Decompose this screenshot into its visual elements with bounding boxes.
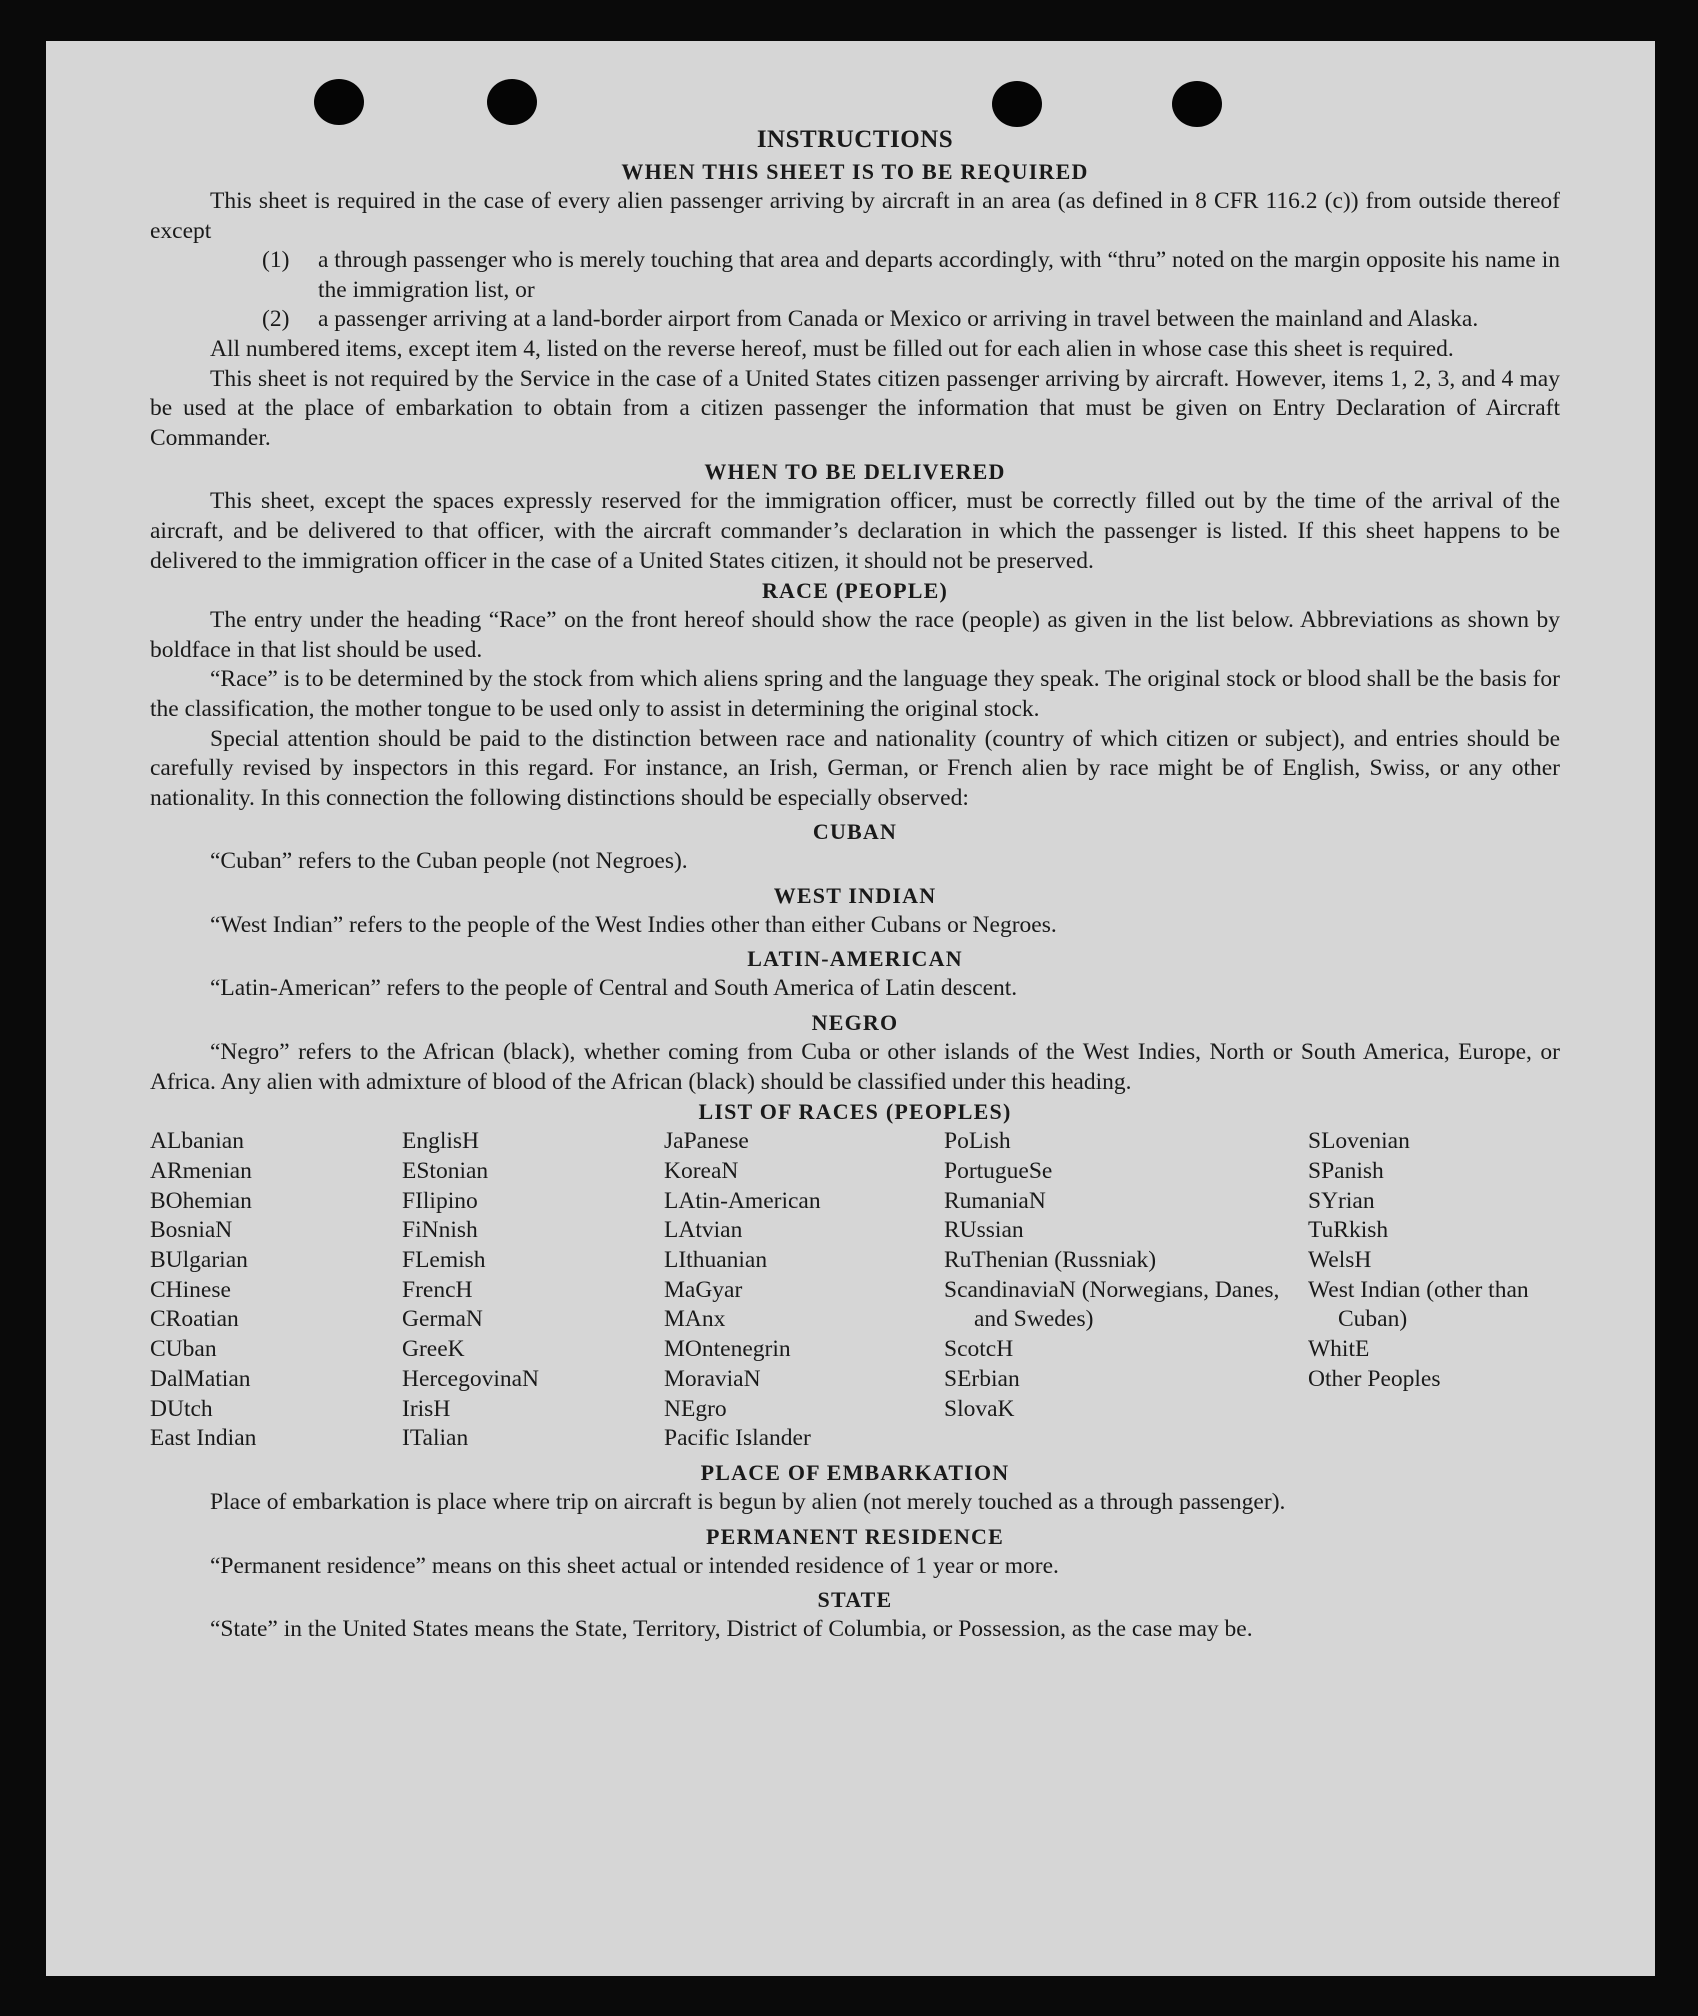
race-entry: KoreaN [664, 1157, 739, 1184]
race-entry: PoLish [944, 1128, 1011, 1155]
race-entry: WelsH [1308, 1247, 1372, 1274]
section-heading: RACE (PEOPLE) [761, 578, 949, 604]
race-list [150, 1127, 1560, 1454]
race-entry: WhitE [1308, 1336, 1370, 1363]
section-heading: LATIN-AMERICAN [747, 946, 963, 972]
numbered-item [150, 246, 1560, 305]
race-entry: MaGyar [664, 1276, 743, 1303]
race-entry: SlovaK [944, 1395, 1015, 1422]
paragraph: “Permanent residence” means on this sheet actual or intended residence of 1 year or more. [210, 1552, 1059, 1579]
race-column [664, 1127, 944, 1454]
race-entry: SLovenian [1308, 1128, 1410, 1155]
section-heading: WHEN THIS SHEET IS TO BE REQUIRED [621, 159, 1089, 184]
document-body [150, 123, 1560, 1645]
paragraph: “West Indian” refers to the people of the West Indies other than either Cubans or Negroes. [210, 911, 1057, 938]
paragraph: “Race” is to be determined by the stock from which aliens spring and the language they speak. The original stock or blood shall be the basis for the classification, the mother tongue to be used only to assist in determining the original stock. [150, 666, 1560, 722]
race-entry: ScandinaviaN (Norwegians, Danes, and Swedes) [944, 1276, 1280, 1333]
race-entry: RumaniaN [944, 1187, 1046, 1214]
paragraph: The entry under the heading “Race” on the front hereof should show the race (people) as given in the list below. Abbreviations as shown by boldface in that list should be used. [150, 607, 1560, 663]
numbered-item [150, 305, 1560, 335]
race-entry: MoraviaN [664, 1365, 761, 1392]
race-entry: TuRkish [1308, 1217, 1389, 1244]
paragraph: This sheet is not required by the Service in the case of a United States citizen passenger arriving by aircraft. However, items 1, 2, 3, and 4 may be used at the place of embarkation to obtain from a citizen passenger the information that must be given on Entry Declaration of Aircraft Commander. [150, 365, 1560, 451]
race-entry: FiNnish [402, 1217, 478, 1244]
item-text: a passenger arriving at a land-border airport from Canada or Mexico or arriving in travel between the mainland and Alaska. [318, 306, 1479, 333]
item-number: (2) [262, 306, 290, 333]
race-column [944, 1127, 1308, 1454]
race-entry: HercegovinaN [402, 1365, 540, 1392]
race-entry: RUssian [944, 1217, 1024, 1244]
section-heading: CUBAN [812, 819, 898, 845]
race-entry: GermaN [402, 1306, 483, 1333]
race-entry: DUtch [150, 1395, 213, 1422]
race-entry: EnglisH [402, 1128, 480, 1155]
race-entry: NEgro [664, 1395, 727, 1422]
paragraph: All numbered items, except item 4, listed on the reverse hereof, must be filled out for each alien in whose case this sheet is required. [210, 335, 1454, 362]
race-entry: ARmenian [150, 1157, 252, 1184]
race-entry: GreeK [402, 1336, 465, 1363]
race-entry: LAtvian [664, 1217, 743, 1244]
race-entry: LIthuanian [664, 1247, 768, 1274]
section-heading: WHEN TO BE DELIVERED [704, 459, 1006, 485]
race-entry: BUlgarian [150, 1247, 248, 1274]
punch-hole [487, 79, 537, 125]
race-entry: SYrian [1308, 1187, 1375, 1214]
race-entry: East Indian [150, 1425, 257, 1452]
item-number: (1) [262, 247, 290, 274]
section-heading: STATE [817, 1587, 893, 1613]
paragraph: Place of embarkation is place where trip on aircraft is begun by alien (not merely touched as a through passenger). [210, 1488, 1286, 1515]
race-entry: FrencH [402, 1276, 473, 1303]
punch-hole [314, 79, 364, 125]
race-entry: CHinese [150, 1276, 231, 1303]
section-heading: PERMANENT RESIDENCE [705, 1523, 1005, 1549]
race-entry: BOhemian [150, 1187, 252, 1214]
document-sheet [46, 41, 1655, 1976]
section-heading: LIST OF RACES (PEOPLES) [698, 1099, 1012, 1125]
race-column [150, 1127, 402, 1454]
section-heading: WEST INDIAN [773, 882, 937, 908]
paragraph: “Negro” refers to the African (black), whether coming from Cuba or other islands of the West Indies, North or South America, Europe, or Africa. Any alien with admixture of blood of the African (black) should be classified under this heading. [150, 1039, 1560, 1095]
race-entry: PortugueSe [944, 1157, 1053, 1184]
race-entry: LAtin-American [664, 1187, 821, 1214]
item-text: a through passenger who is merely touching that area and departs accordingly, with “thru” noted on the margin opposite his name in the immigration list, or [318, 247, 1560, 303]
race-entry: Pacific Islander [664, 1425, 811, 1452]
race-entry: RuThenian (Russniak) [944, 1247, 1157, 1274]
race-entry: ITalian [402, 1425, 469, 1452]
paragraph: This sheet, except the spaces expressly reserved for the immigration officer, must be correctly filled out by the time of the arrival of the aircraft, and be delivered to that officer, with the aircraft commander’s declaration in which the passenger is listed. If this sheet happens to be delivered to the immigration officer in the case of a United States citizen, it should not be preserved. [150, 488, 1560, 574]
race-entry: SErbian [944, 1365, 1020, 1392]
page-title: INSTRUCTIONS [756, 126, 954, 153]
race-column [1308, 1127, 1560, 1454]
paragraph: “Latin-American” refers to the people of Central and South America of Latin descent. [210, 975, 1018, 1002]
race-entry: FIlipino [402, 1187, 478, 1214]
race-entry: West Indian (other than Cuban) [1308, 1276, 1529, 1333]
race-entry: FLemish [402, 1247, 486, 1274]
race-entry: JaPanese [664, 1128, 749, 1155]
race-entry: MAnx [664, 1306, 726, 1333]
race-entry: BosniaN [150, 1217, 233, 1244]
race-column [402, 1127, 664, 1454]
section-heading: PLACE OF EMBARKATION [700, 1459, 1010, 1485]
section-heading: NEGRO [811, 1010, 899, 1036]
race-entry: MOntenegrin [664, 1336, 791, 1363]
paragraph: “State” in the United States means the State, Territory, District of Columbia, or Possession, as the case may be. [210, 1616, 1253, 1643]
punch-hole [992, 81, 1042, 127]
race-entry: EStonian [402, 1157, 489, 1184]
race-entry: ALbanian [150, 1128, 244, 1155]
paragraph: “Cuban” refers to the Cuban people (not Negroes). [210, 848, 688, 875]
paragraph: Special attention should be paid to the distinction between race and nationality (country of which citizen or subject), and entries should be carefully revised by inspectors in this regard. For instance, an Irish, German, or French alien by race might be of English, Swiss, or any other nationality. In this connection the following distinctions should be especially observed: [150, 725, 1560, 811]
punch-hole [1172, 81, 1222, 127]
race-entry: IrisH [402, 1395, 451, 1422]
race-entry: DalMatian [150, 1365, 251, 1392]
race-entry: ScotcH [944, 1336, 1014, 1363]
race-entry: SPanish [1308, 1157, 1384, 1184]
paragraph: This sheet is required in the case of every alien passenger arriving by aircraft in an area (as defined in 8 CFR 116.2 (c)) from outside thereof except [150, 188, 1560, 244]
race-entry: CRoatian [150, 1306, 239, 1333]
race-entry: Other Peoples [1308, 1365, 1441, 1392]
race-entry: CUban [150, 1336, 217, 1363]
